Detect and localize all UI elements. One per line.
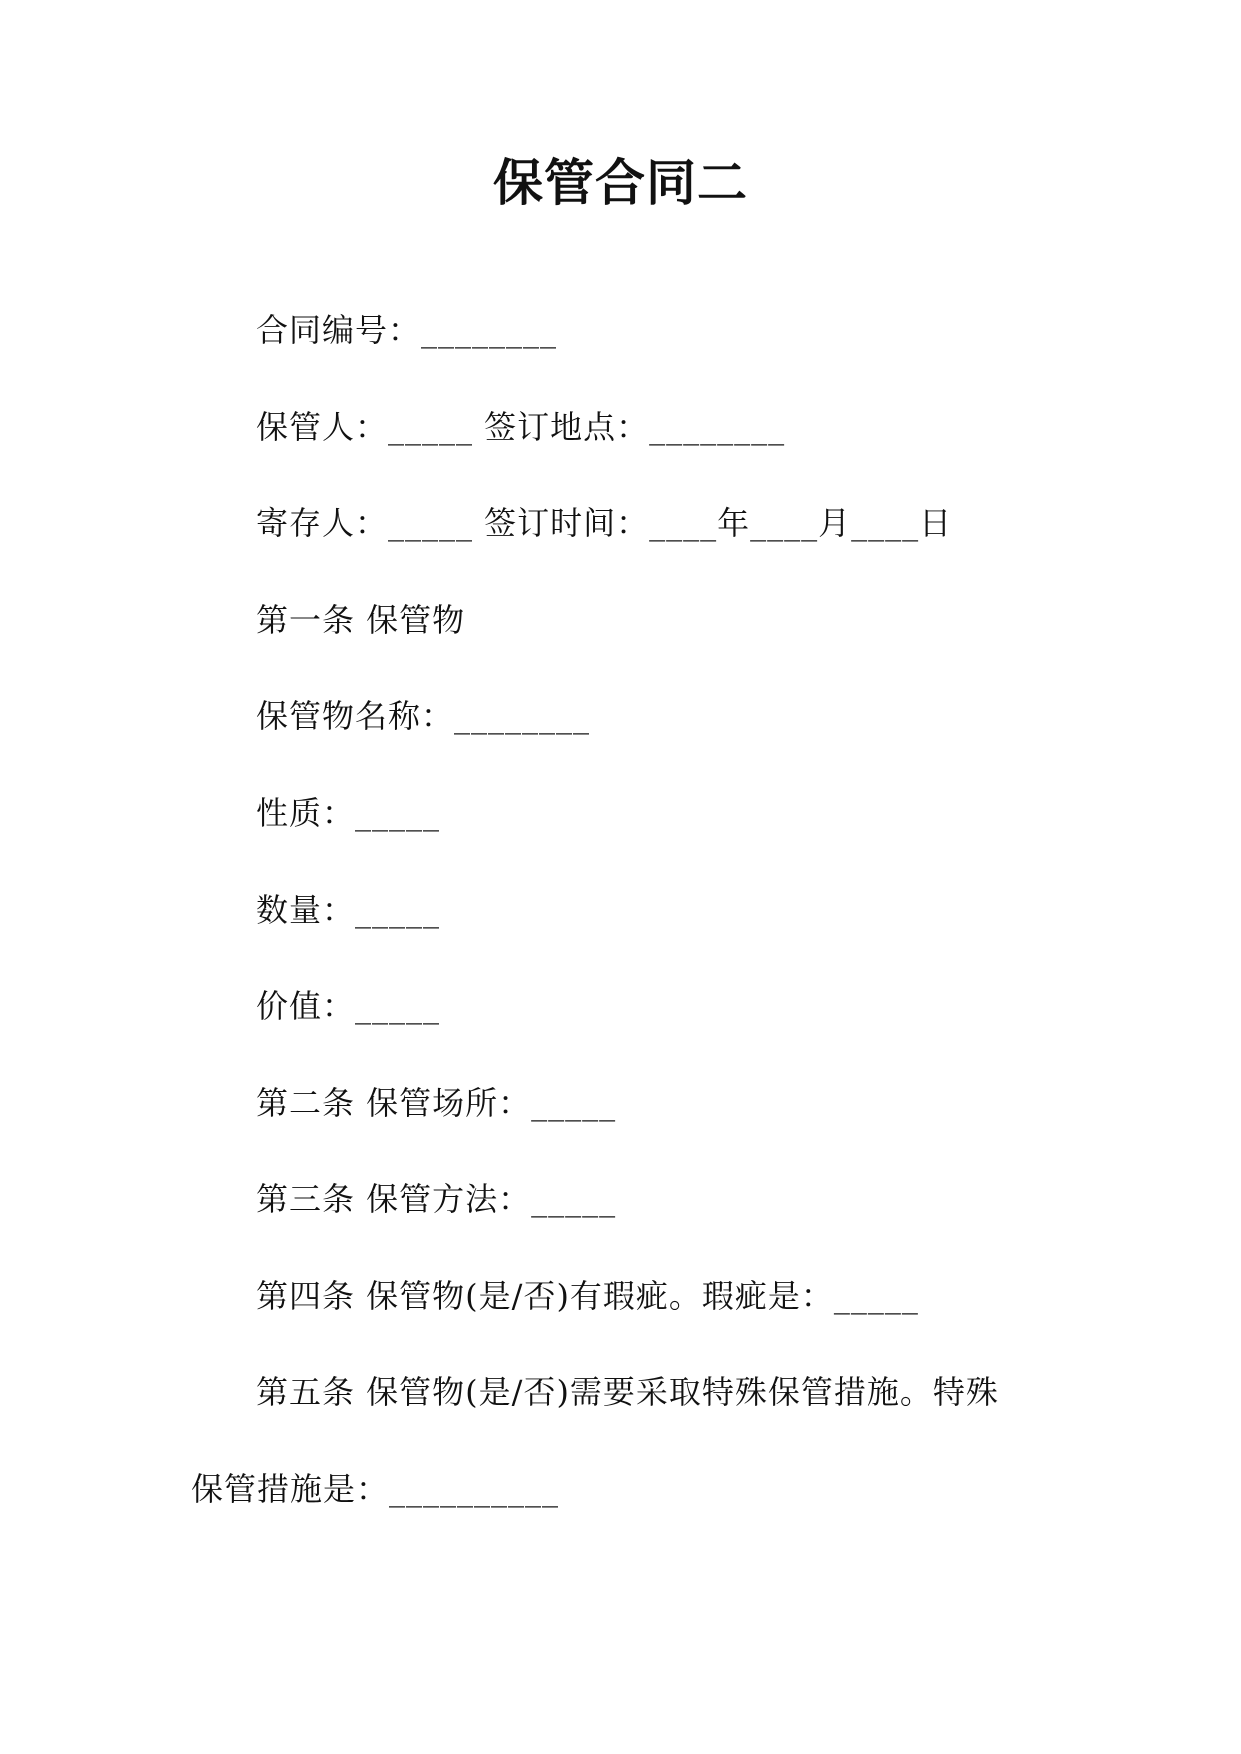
article-1-heading: 第一条 保管物 — [256, 601, 466, 639]
article-5-continuation: 保管措施是：__________ — [191, 1470, 560, 1508]
document-title: 保管合同二 — [493, 154, 748, 212]
depositor-line: 寄存人：_____ 签订时间：____年____月____日 — [256, 504, 953, 542]
article-4-line: 第四条 保管物(是/否)有瑕疵。瑕疵是：_____ — [256, 1277, 919, 1315]
custodian-line: 保管人：_____ 签订地点：________ — [256, 408, 786, 446]
item-name-line: 保管物名称：________ — [256, 697, 591, 735]
article-3-line: 第三条 保管方法：_____ — [256, 1180, 617, 1218]
article-2-line: 第二条 保管场所：_____ — [256, 1084, 617, 1122]
article-5-line: 第五条 保管物(是/否)需要采取特殊保管措施。特殊 — [256, 1373, 999, 1411]
item-nature-line: 性质：_____ — [256, 794, 441, 832]
item-quantity-line: 数量：_____ — [256, 891, 441, 929]
item-value-line: 价值：_____ — [256, 987, 441, 1025]
contract-number-line: 合同编号：________ — [256, 311, 558, 349]
